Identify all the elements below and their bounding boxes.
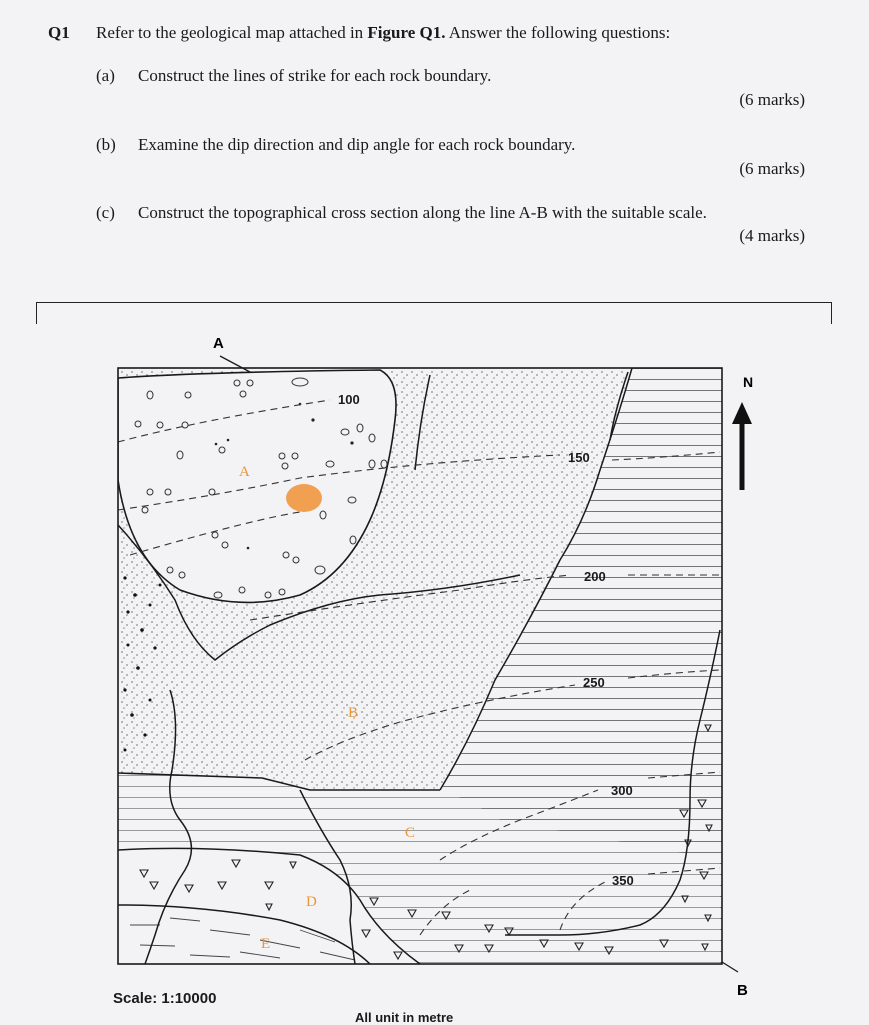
contour-label-300: 300 xyxy=(611,783,633,798)
rock-unit-e-label: E xyxy=(261,936,271,952)
contour-label-250: 250 xyxy=(583,675,605,690)
part-b-marks: (6 marks) xyxy=(739,159,805,178)
point-b-label: B xyxy=(737,982,748,999)
question-number: Q1 xyxy=(48,23,70,42)
part-a-label: (a) xyxy=(96,66,115,85)
north-label: N xyxy=(743,374,754,390)
point-a-label: A xyxy=(213,335,224,352)
figure-reference: Figure Q1. xyxy=(367,23,446,42)
question-intro: Refer to the geological map attached in Figure Q1. Answer the following questions: xyxy=(96,23,671,42)
contour-label-150: 150 xyxy=(568,450,590,465)
rock-unit-a-label: A xyxy=(239,464,250,480)
part-b-text: Examine the dip direction and dip angle for each rock boundary. xyxy=(138,135,576,154)
part-a-text: Construct the lines of strike for each rock boundary. xyxy=(138,66,492,85)
part-a-marks: (6 marks) xyxy=(739,90,805,109)
contour-label-350: 350 xyxy=(612,873,634,888)
part-c-text: Construct the topographical cross section along the line A-B with the suitable scale. xyxy=(138,203,707,222)
borehole-marker xyxy=(286,484,322,512)
rock-unit-b-label: B xyxy=(348,705,359,721)
north-arrow-head xyxy=(732,402,752,424)
part-c-marks: (4 marks) xyxy=(739,226,805,245)
section-line-b-end xyxy=(722,962,738,972)
units-note: All unit in metre xyxy=(355,1010,454,1025)
part-c-label: (c) xyxy=(96,203,115,222)
rock-unit-d-label: D xyxy=(306,894,317,910)
contour-label-100: 100 xyxy=(338,392,360,407)
contour-label-200: 200 xyxy=(584,569,606,584)
map-scale: Scale: 1:10000 xyxy=(113,990,217,1007)
rock-unit-c-label: C xyxy=(405,825,416,841)
part-b-label: (b) xyxy=(96,135,116,154)
